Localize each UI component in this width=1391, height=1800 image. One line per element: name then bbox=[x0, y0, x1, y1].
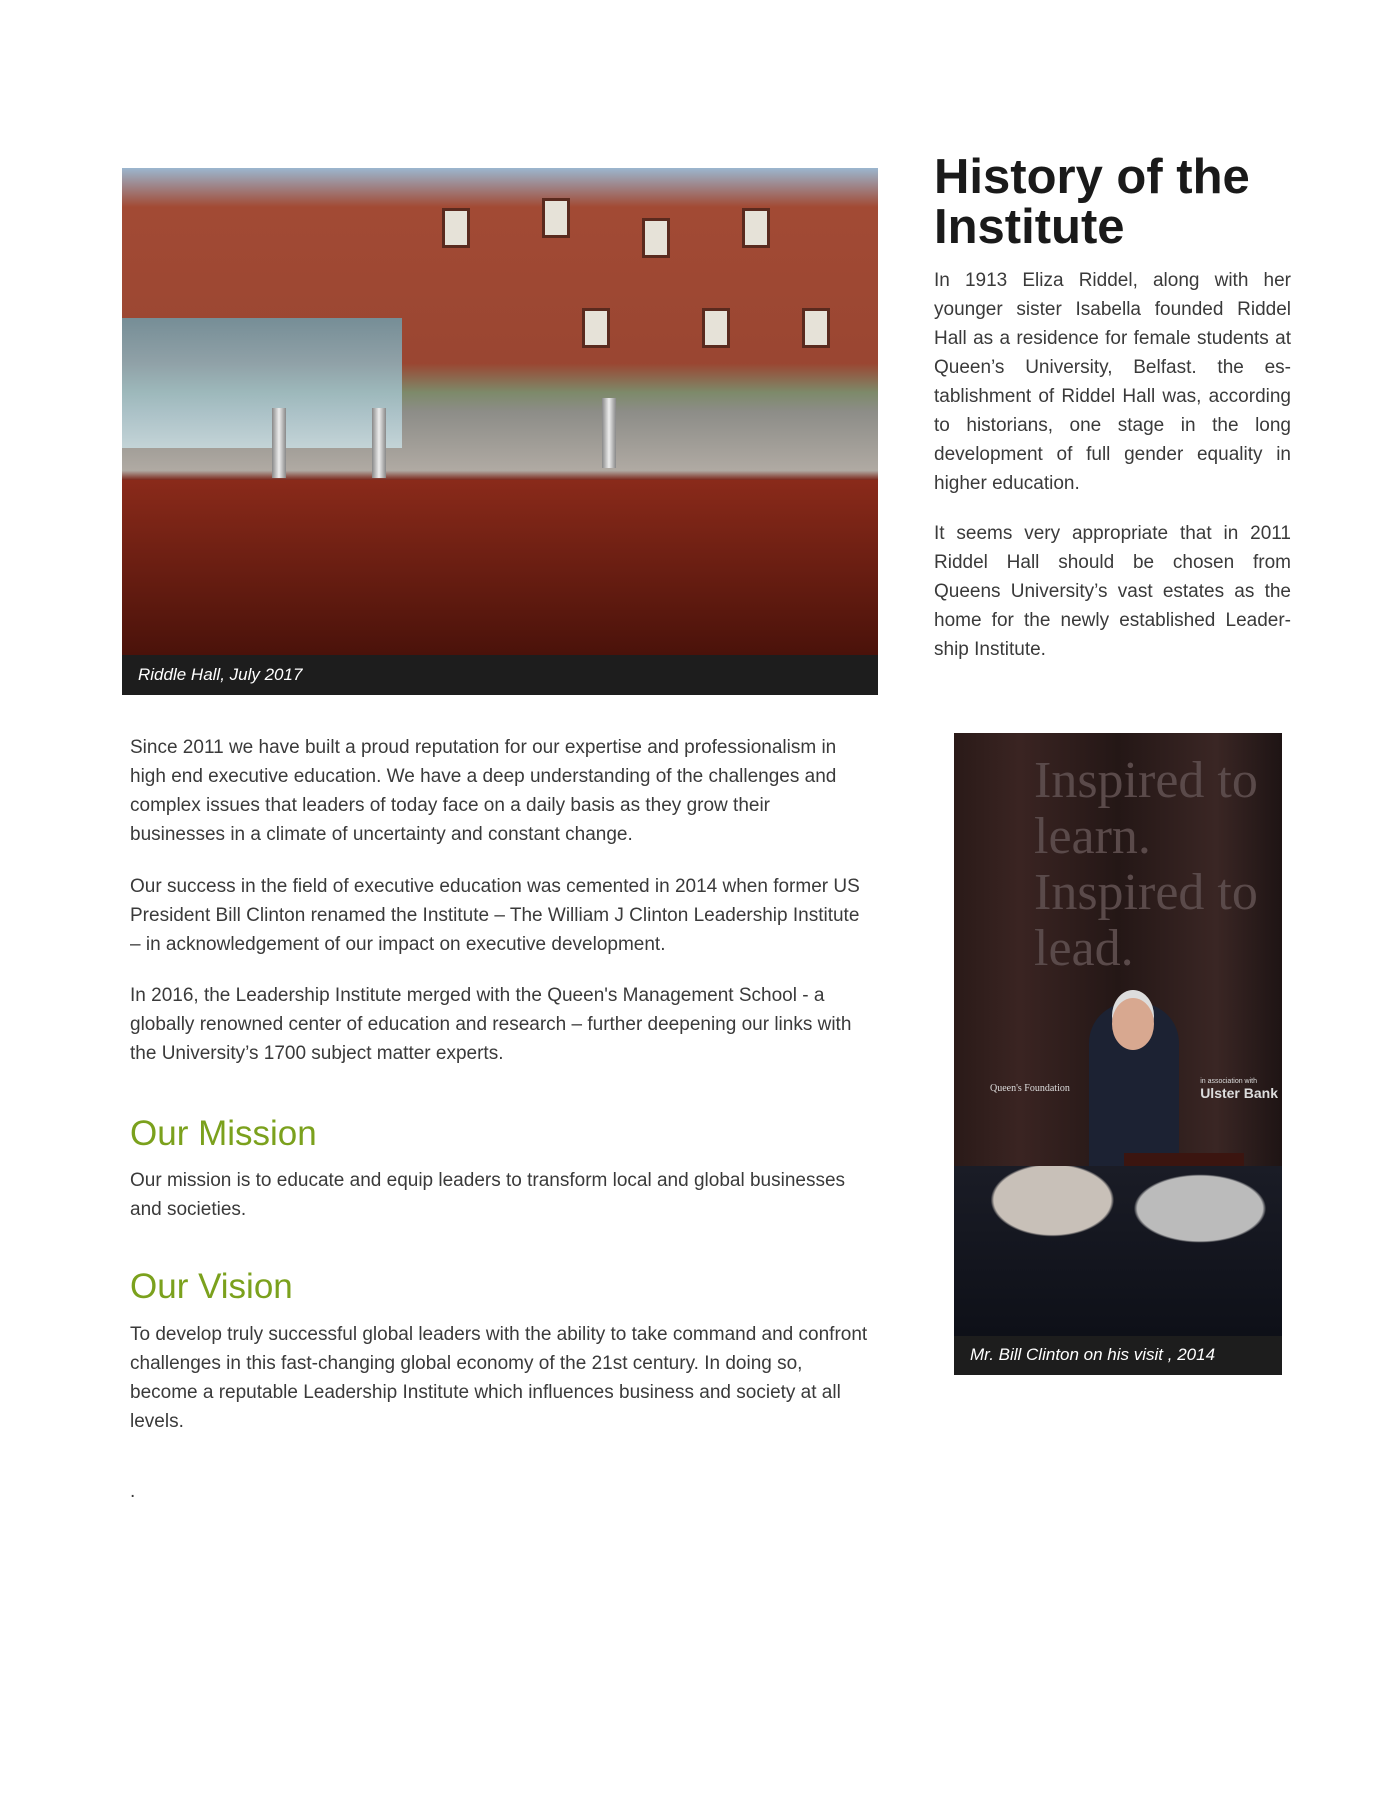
logo-text: Ulster Bank bbox=[1200, 1085, 1278, 1101]
mission-text: Our mission is to educate and equip leaders to transform local and global businesses and societies. bbox=[130, 1170, 846, 1220]
queens-foundation-logo: Queen's Foundation bbox=[990, 1083, 1070, 1094]
page-title bbox=[934, 152, 1354, 252]
photo-caption: Riddle Hall, July 2017 bbox=[122, 655, 878, 695]
photo-caption: Mr. Bill Clinton on his visit , 2014 bbox=[954, 1335, 1282, 1375]
mission-heading: Our Mission bbox=[130, 1114, 317, 1153]
window bbox=[582, 308, 610, 348]
ulster-bank-logo bbox=[1200, 1078, 1278, 1101]
audience bbox=[954, 1166, 1282, 1336]
window bbox=[642, 218, 670, 258]
history-paragraph: It seems very appropriate that in 2011 Riddel Hall should be chosen from Queens University’s vast estates as the home for the newly established Leadership Institute. bbox=[934, 523, 1291, 660]
window bbox=[702, 308, 730, 348]
vision-heading: Our Vision bbox=[130, 1267, 293, 1306]
bollard bbox=[272, 408, 286, 478]
banner-text: Inspired to learn. Inspired to lead. bbox=[1034, 752, 1258, 977]
logo-small-text: in association with bbox=[1200, 1078, 1257, 1085]
history-paragraph: In 1913 Eliza Riddel, along with her younger sister Isabella founded Riddel Hall as a residence for female students at Queen’s University, Belfast. the establishment of Riddel Hall was, according to historians, one stage in the long development of full gender equality in higher education. bbox=[934, 270, 1291, 494]
glass-atrium bbox=[122, 318, 402, 448]
clinton-photo bbox=[954, 733, 1282, 1336]
window bbox=[442, 208, 470, 248]
title-line: History of the bbox=[934, 150, 1250, 204]
vision-text: To develop truly successful global leaders with the ability to take command and confront challenges in this fast-changing global economy of the 21st century. In doing so, become a reputable Leadership Institute which influences business and society at all levels. bbox=[130, 1324, 868, 1432]
window bbox=[542, 198, 570, 238]
trailing-dot: . bbox=[130, 1481, 136, 1502]
window bbox=[742, 208, 770, 248]
intro-paragraph: Our success in the field of executive education was cemented in 2014 when former US President Bill Clinton renamed the Institute – The William J Clinton Leadership Institute – in acknowledgement of our impact on executive development. bbox=[130, 876, 860, 955]
intro-paragraph: In 2016, the Leadership Institute merged with the Queen's Management School - a globally renowned center of education and research – further deepening our links with the University’s 1700 subject matter experts. bbox=[130, 985, 852, 1064]
intro-paragraph: Since 2011 we have built a proud reputation for our expertise and professionalism in high end executive education. We have a deep understanding of the challenges and complex issues that leaders of today face on a daily basis as they grow their businesses in a climate of uncertainty and constant change. bbox=[130, 737, 837, 845]
title-line: Institute bbox=[934, 200, 1125, 254]
bollard bbox=[372, 408, 386, 478]
window bbox=[802, 308, 830, 348]
reflection bbox=[122, 480, 878, 656]
speaker-head bbox=[1112, 998, 1154, 1050]
bollard bbox=[602, 398, 616, 468]
riddel-hall-photo bbox=[122, 168, 878, 656]
